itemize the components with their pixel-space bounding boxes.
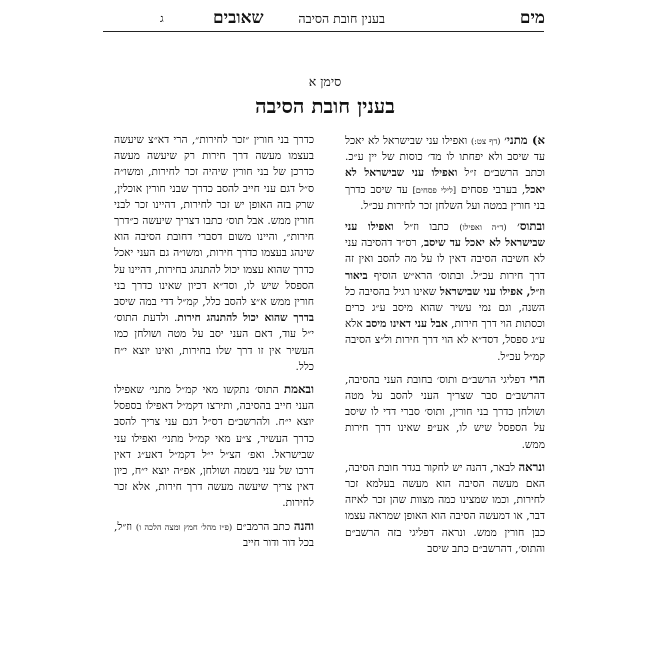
quoted-text-bold: ואפילו עני שבישראל לא יאכל עד שיסב xyxy=(345,221,545,250)
paragraph-lead-word: והנה xyxy=(293,518,314,533)
siman-label: סימן א xyxy=(308,74,342,89)
paragraph xyxy=(114,132,314,375)
text-column-right xyxy=(345,132,545,561)
paragraph-lead-word: ובתוס׳ xyxy=(517,219,545,234)
source-reference: [לילי פסחים] xyxy=(412,184,457,195)
running-head-right-word: מים xyxy=(519,8,545,28)
header-rule xyxy=(103,31,544,32)
paragraph-lead-word: א) מתני׳ xyxy=(504,133,545,147)
quoted-text-bold: ביאור וז״ל, אפילו עני שבישראל xyxy=(345,269,545,298)
paragraph-text: וז״ל, בכל דור ודור חייב xyxy=(114,520,314,549)
paragraph-text: כדרך בני חורין ״זכר לחירות״, הרי דא״צ שיעשה בעצמו מעשה דרך חירות רק שיעשה מעשה כדרכן של בני חורין שיהיה זכר לחירות, ומשו״ה ס״ל דגם עני חייב להסב כדרך שבני חורין אוכלין, שרק בזה האופן יש זכר לחירות, דהיינו זכר לבני חורין ממש. אבל תוס׳ כתבו דצריך שיעשה כ״דרך חירות״, והיינו משום דסברי דחובת הסיבה הוא שינהג בעצמו כדרך חירות, ומשו״ה גם העני יאכל כדרך שהוא עצמו יכול להתנהג בחירות, דהיינו על הספסל שיש לו, וסד״א דכיון שאינו כדרך בני חורין ממש א״צ להסב כלל, קמ״ל דדי במה שיסב xyxy=(114,134,314,309)
paragraph-lead-word: הרי xyxy=(529,371,545,386)
paragraph xyxy=(345,132,545,214)
quoted-text-bold: אבל עני דאינו מיסב xyxy=(366,318,448,331)
paragraph-text: ואפילו עני שבישראל לא יאכל עד שיסב ולא יפחתו לו מד׳ כוסות של יין ע״כ. וכתב הרשב״ם ז״ל xyxy=(345,135,545,180)
paragraph-lead-word: ובאמת xyxy=(284,382,314,397)
paragraph xyxy=(345,371,545,453)
paragraph xyxy=(114,518,314,551)
paragraph-text: כתבו וז״ל xyxy=(393,221,460,234)
paragraph-text: . ולדעת התוס׳ י״ל עוד, דאם העני יסב על מטה ושולחן כמו העשיר אין זו דרך שלו בחירות, ואינו יוצא י״ח כלל. xyxy=(114,312,314,373)
running-head-title: בענין חובת הסיבה xyxy=(298,11,385,26)
quoted-text-bold: ואפילו עני שבישראל לא יאכל xyxy=(345,167,545,196)
paragraph-text: התוס׳ נתקשו מאי קמ״ל מתני׳ שאפילו העני חייב בהסיבה, ותירצו דקמ״ל דאפילו בספסל יוצא י״ח. ולהרשב״ם דס״ל דגם עני צריך להסב כדרך העשיר, צ״ע מאי קמ״ל מתני׳ ואפילו עני שבישראל. ואפ׳ הצ״ל י״ל דקמ״ל דאע״ג דאין דרכו של עני בשמה ושולחן, אפ״ה יוצא י״ח, כיון דאין צריך שיעשה מעשה דרך חירות, אלא זכר לחירות. xyxy=(114,384,314,510)
running-head xyxy=(0,6,650,32)
paragraph-text: , רס״ד דהסיבה עני לא חשיבה הסיבה דאין לו על מה להסב ואין זה דרך חירות עכ״ל. ובתוס׳ הרא״ש הוסיף xyxy=(345,237,545,282)
section-heading: בענין חובת הסיבה xyxy=(255,94,395,118)
paragraph-text: עד שיסב כדרך בני חורין במטה ועל השלחן זכר לחירות עכ״ל. xyxy=(345,183,545,212)
paragraph-text: שאינו רגיל בהסיבה כל השנה, וגם נמי עשיר שהוא מיסב ע״ג כרים וכסתות הוי דרך חירות, xyxy=(345,285,545,331)
source-reference: (ד״ה ואפילו) xyxy=(459,222,507,233)
paragraph xyxy=(114,381,314,512)
running-head-left-word: שאובים xyxy=(213,8,264,28)
quoted-text-bold: בדרך שהוא יכול להתנהג חירות xyxy=(177,312,314,325)
paragraph xyxy=(345,459,545,557)
source-reference: (פ״ז מהל׳ חמץ ומצה הלכה ו) xyxy=(135,521,233,532)
text-column-left xyxy=(114,132,314,555)
page-number: ג xyxy=(160,12,164,25)
paragraph-text: כתב הרמב״ם xyxy=(232,520,294,533)
paragraph-text: , בערבי פסחים xyxy=(456,183,526,196)
source-reference: (דף צט:) xyxy=(470,136,501,146)
paragraph-text: לבאר, דהנה יש לחקור בגדר חובת הסיבה, האם מעשה הסיבה הוא מעשה בעלמא זכר לחירות, וכמו שמצינו כמה מצוות שהן זכר לאיזה דבר, או דמעשה הסיבה הוא האופן שמראה עצמו כבן חורין ממש. ונראה דפליגי בזה הרשב״ם והתוס׳, דהרשב״ם כתב שיסב xyxy=(345,461,545,555)
paragraph-lead-word: ונראה xyxy=(518,459,545,474)
paragraph-text: אלא ע״ג ספסל, דסד״א לא הוי דרך חירות ול״צ הסיבה קמ״ל עכ״ל. xyxy=(345,318,545,363)
paragraph xyxy=(345,218,545,365)
paragraph-text: דפליגי הרשב״ם ותוס׳ בחובת העני בהסיבה, דהרשב״ם סבר שצריך העני להסב על מטה ושולחן כדרך בני חורין, ותוס׳ סברי דדי לו שיסב על הספסל שיש לו, אע״פ שאינו דרך חירות ממש. xyxy=(345,373,545,451)
